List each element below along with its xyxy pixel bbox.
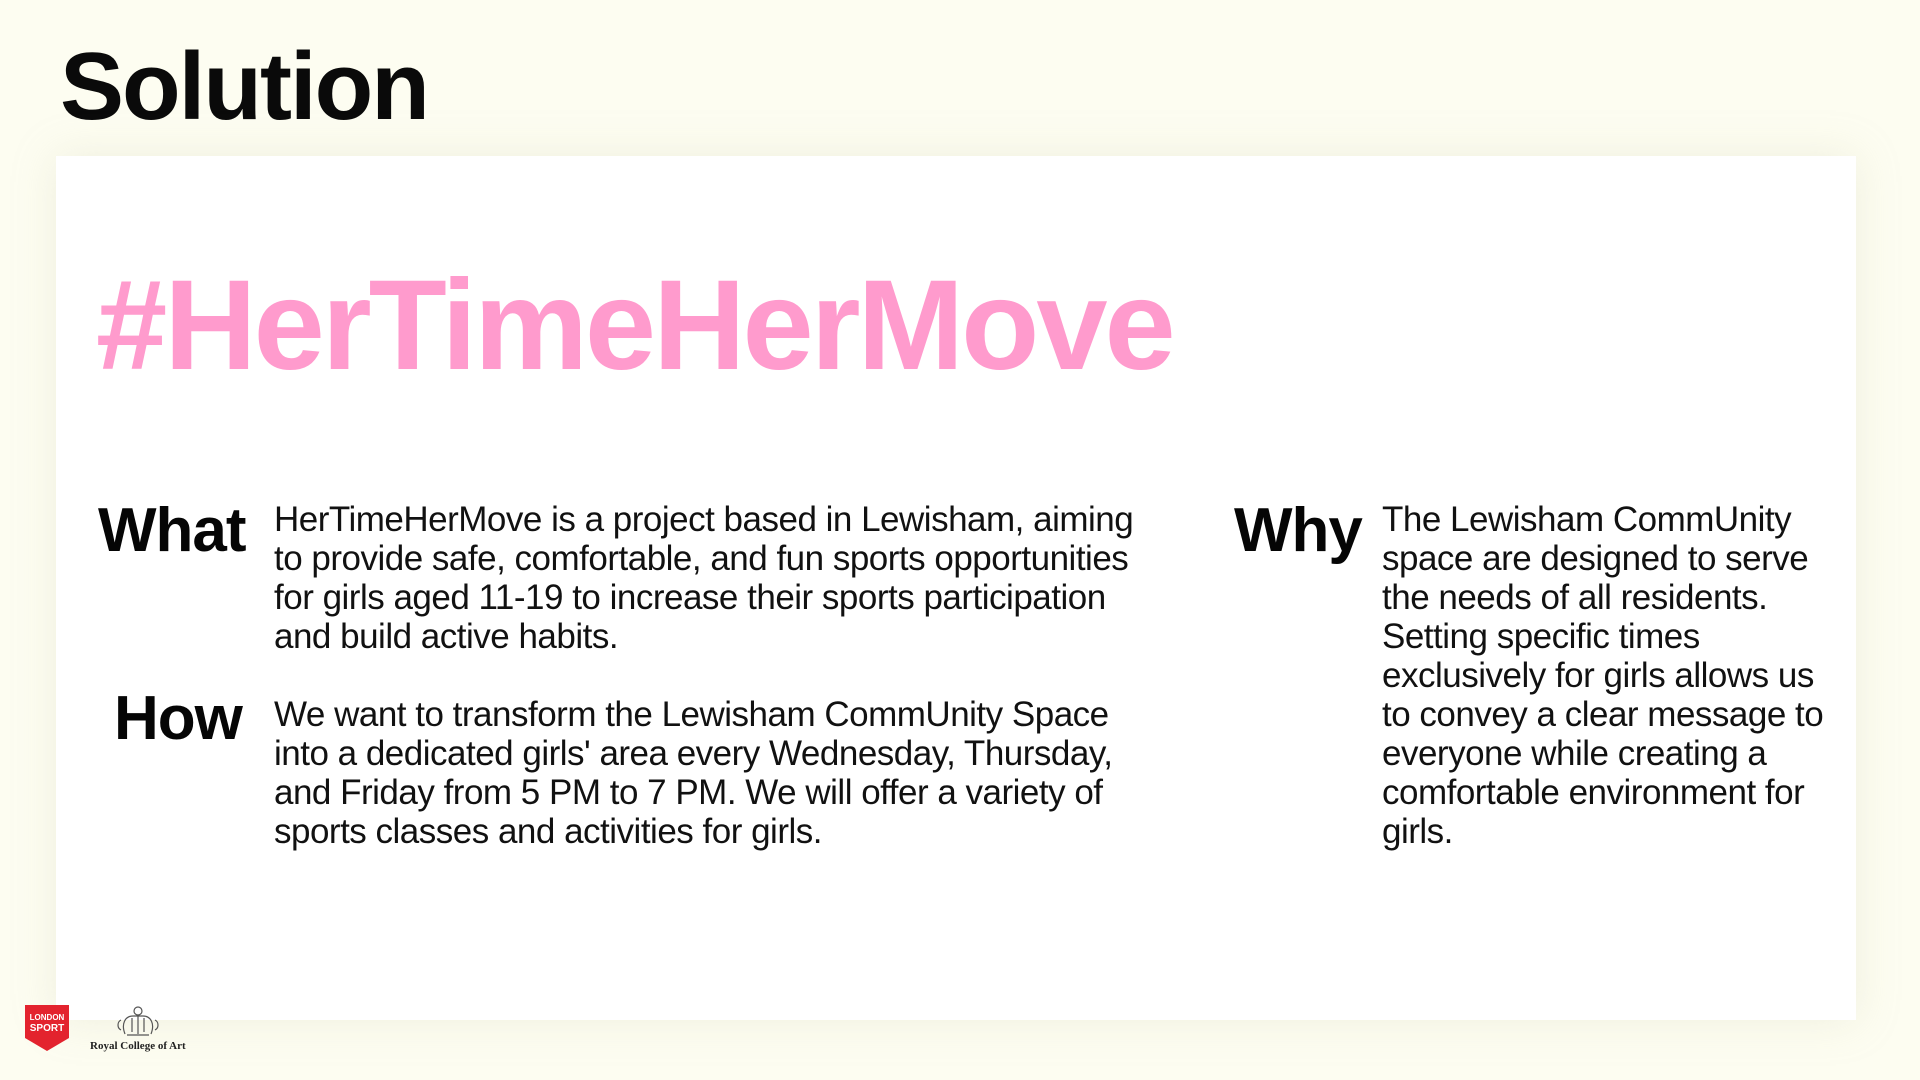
what-label: What bbox=[98, 496, 246, 565]
why-label: Why bbox=[1234, 496, 1362, 565]
london-sport-logo bbox=[24, 1004, 70, 1052]
london-sport-line2: SPORT bbox=[29, 1023, 65, 1034]
hashtag-heading: #HerTimeHerMove bbox=[96, 254, 1173, 397]
content-card bbox=[56, 156, 1856, 1020]
london-sport-line1: LONDON bbox=[29, 1013, 65, 1022]
crest-icon bbox=[115, 1004, 161, 1038]
slide-title: Solution bbox=[60, 33, 428, 140]
footer-logos bbox=[24, 1004, 186, 1052]
rca-logo bbox=[90, 1004, 186, 1052]
rca-name: Royal College of Art bbox=[90, 1040, 186, 1052]
what-text: HerTimeHerMove is a project based in Lewisham, aiming to provide safe, comfortable, and fun sports opportunities for girls aged 11-19 to increase their sports participation and build active habits. bbox=[274, 500, 1134, 656]
why-text: The Lewisham CommUnity space are designed to serve the needs of all residents. Setting specific times exclusively for girls allows us to convey a clear message to everyone while creating a comfortable environment for girls. bbox=[1382, 500, 1824, 851]
how-label: How bbox=[114, 684, 242, 753]
how-text: We want to transform the Lewisham CommUnity Space into a dedicated girls' area every Wednesday, Thursday, and Friday from 5 PM to 7 PM. We will offer a variety of sports classes and activities for girls. bbox=[274, 695, 1113, 851]
